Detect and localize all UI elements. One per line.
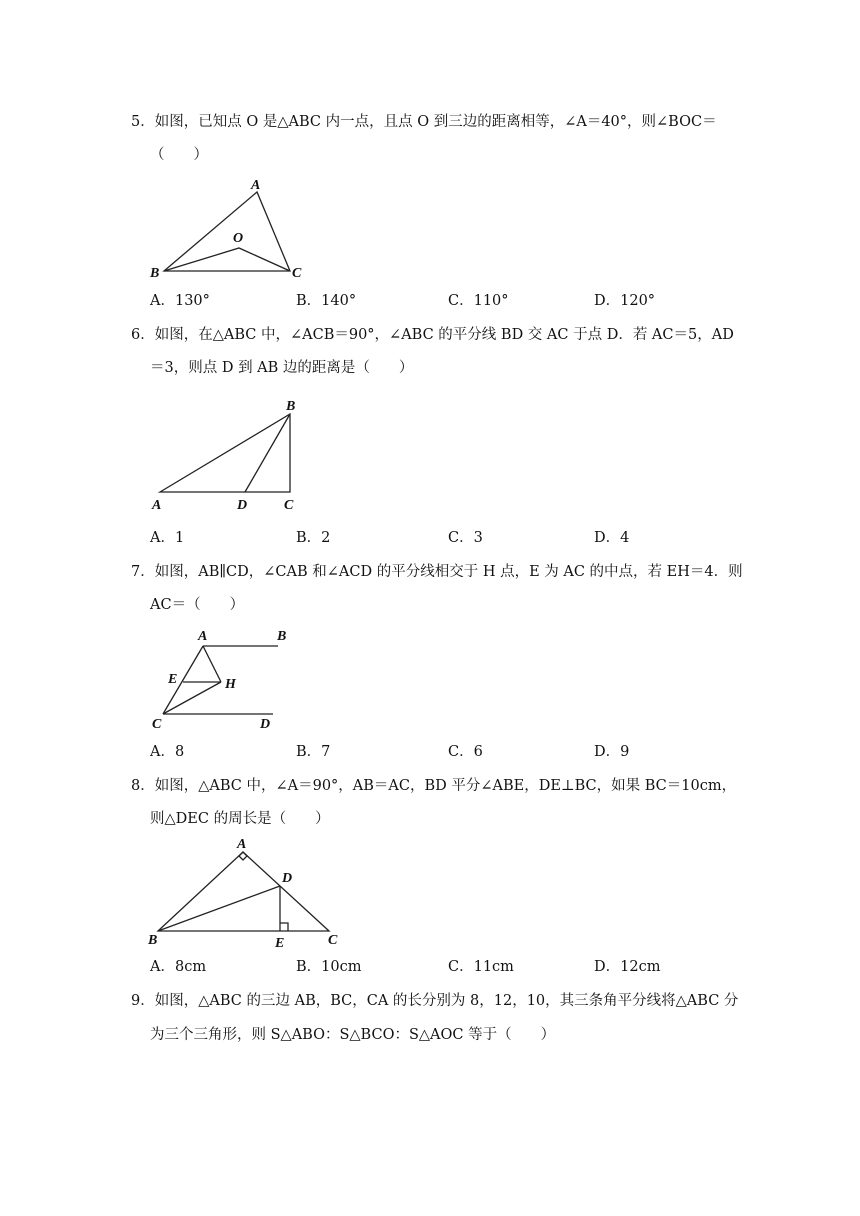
q6-stem-1: 如图，在△ABC 中，∠ACB＝90°，∠ABC 的平分线 BD 交 AC 于点 D．若 AC＝5，AD [154,327,734,343]
q7-label-h: H [225,677,236,692]
q5-number: 5． [131,114,155,130]
q5-triangle-abc [164,192,290,271]
q8-label-a: A [237,837,247,852]
q5-option-d[interactable]: D．120° [594,293,656,309]
q8-right-angle-e [280,923,288,931]
q8-label-d: D [282,871,293,886]
q7-label-d: D [260,717,271,732]
q7-line-2: AC＝（ ） [150,597,245,613]
q6-label-d: D [237,498,248,513]
q6-line-2: ＝3，则点 D 到 AB 边的距离是（ ） [150,360,414,376]
q6-option-b[interactable]: B．2 [296,530,331,546]
q6-triangle-abc [160,414,290,492]
q5-label-b: B [150,266,160,281]
q8-label-b: B [148,933,158,948]
q5-option-b[interactable]: B．140° [296,293,357,309]
q8-option-a[interactable]: A．8cm [150,959,207,975]
q8-option-c[interactable]: C．11cm [448,959,514,975]
q6-option-d[interactable]: D．4 [594,530,630,546]
q6-line-1 [131,325,734,345]
q5-line-2: （ ） [150,147,208,163]
q8-number: 8． [131,778,155,794]
q8-option-d[interactable]: D．12cm [594,959,661,975]
q9-stem-1: 如图，△ABC 的三边 AB，BC，CA 的长分别为 8，12，10，其三条角平分线将△ABC 分 [154,993,739,1009]
q6-line-bd [245,414,290,492]
q5-line-1 [131,112,717,132]
q6-option-c[interactable]: C．3 [448,530,483,546]
q8-triangle-abc [158,852,329,931]
q7-option-c[interactable]: C．6 [448,744,483,760]
q8-figure [144,834,354,952]
q9-number: 9． [131,993,155,1009]
q8-right-angle-a [239,852,247,860]
q8-stem-1: 如图，△ABC 中，∠A＝90°，AB＝AC，BD 平分∠ABE，DE⊥BC，如果 BC＝10cm， [154,778,737,794]
q5-option-a[interactable]: A．130° [150,293,210,309]
q6-label-a: A [152,498,162,513]
q6-label-b: B [286,399,296,414]
q5-option-c[interactable]: C．110° [448,293,509,309]
q7-stem-1: 如图，AB∥CD，∠CAB 和∠ACD 的平分线相交于 H 点，E 为 AC 的中点，若 EH＝4．则 [154,564,743,580]
q7-option-b[interactable]: B．7 [296,744,331,760]
q7-label-e: E [168,672,178,687]
q8-label-c: C [328,933,338,948]
q7-label-a: A [198,629,208,644]
q8-line-1 [131,776,736,796]
q8-line-2: 则△DEC 的周长是（ ） [150,811,330,827]
q9-line-2: 为三个三角形，则 S△ABO：S△BCO：S△AOC 等于（ ） [150,1027,556,1043]
q5-figure [148,174,318,284]
q8-line-bd [158,886,280,931]
q7-line-ah [203,646,221,682]
q7-option-a[interactable]: A．8 [150,744,185,760]
q8-label-e: E [275,936,285,951]
q8-option-b[interactable]: B．10cm [296,959,362,975]
q7-number: 7． [131,564,155,580]
q5-label-c: C [292,266,302,281]
q7-line-1 [131,562,743,582]
q6-option-a[interactable]: A．1 [150,530,185,546]
q5-label-a: A [251,178,261,193]
q6-number: 6． [131,327,155,343]
q5-label-o: O [233,231,244,246]
q7-label-c: C [152,717,162,732]
q6-figure [148,394,318,514]
q9-line-1 [131,991,738,1011]
q7-figure [148,624,288,734]
q7-label-b: B [277,629,287,644]
q5-lines-bo-oc [164,248,290,271]
q7-option-d[interactable]: D．9 [594,744,630,760]
q5-stem-1: 如图，已知点 O 是△ABC 内一点，且点 O 到三边的距离相等，∠A＝40°，则∠BOC＝ [154,114,717,130]
q6-label-c: C [284,498,294,513]
